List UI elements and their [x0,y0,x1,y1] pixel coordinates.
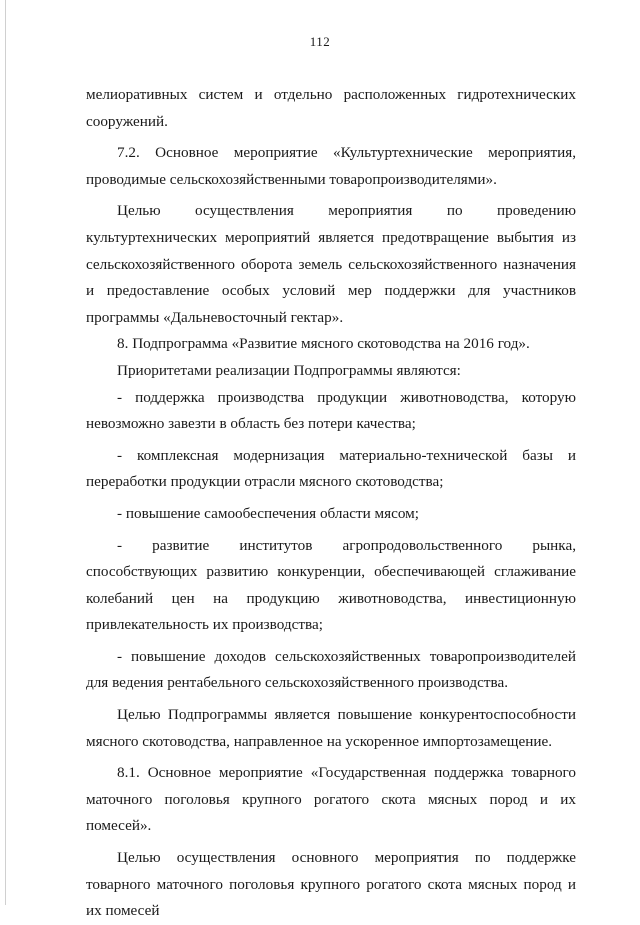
page-number: 112 [309,34,331,49]
list-item-priority-2: - комплексная модернизация материально-технической базы и переработки продукции отрасли мясного скотоводства; [86,446,576,491]
document-body [86,82,576,925]
scan-edge-line [5,0,6,905]
list-item-priority-3: - повышение самообеспечения области мясом; [117,504,419,522]
paragraph-section-8-1: 8.1. Основное мероприятие «Государственная поддержка товарного маточного поголовья крупного рогатого скота мясных пород и их помесей». [86,764,576,835]
list-item-priority-5: - повышение доходов сельскохозяйственных товаропроизводителей для ведения рентабельного сельскохозяйственного производства. [86,647,576,692]
paragraph-goal-8-1: Целью осуществления основного мероприятия по поддержке товарного маточного поголовья крупного рогатого скота мясных пород и их помесей [86,849,576,920]
paragraph-subprogram-goal: Целью Подпрограммы является повышение конкурентоспособности мясного скотоводства, направленное на ускоренное импортозамещение. [86,706,576,750]
paragraph-continuation: мелиоративных систем и отдельно расположенных гидротехнических сооружений. [86,86,576,130]
paragraph-goal-7-2: Целью осуществления мероприятия по проведению культуртехнических мероприятий является предотвращение выбытия из сельскохозяйственного оборота земель сельскохозяйственного назначения и предоставление особых условий мер поддержки для участников программы «Дальневосточный гектар». [86,202,576,326]
list-item-priority-4: - развитие институтов агропродовольственного рынка, способствующих развитию конкуренции, обеспечивающей сглаживание колебаний цен на продукцию животноводства, инвестиционную привлекательность их производства; [86,536,576,634]
paragraph-section-7-2: 7.2. Основное мероприятие «Культуртехнические мероприятия, проводимые сельскохозяйственными товаропроизводителями». [86,144,576,188]
paragraph-priorities-intro: Приоритетами реализации Подпрограммы являются: [117,361,461,379]
heading-subprogram-8: 8. Подпрограмма «Развитие мясного скотоводства на 2016 год». [117,335,530,353]
list-item-priority-1: - поддержка производства продукции животноводства, которую невозможно завезти в область без потери качества; [86,388,576,433]
